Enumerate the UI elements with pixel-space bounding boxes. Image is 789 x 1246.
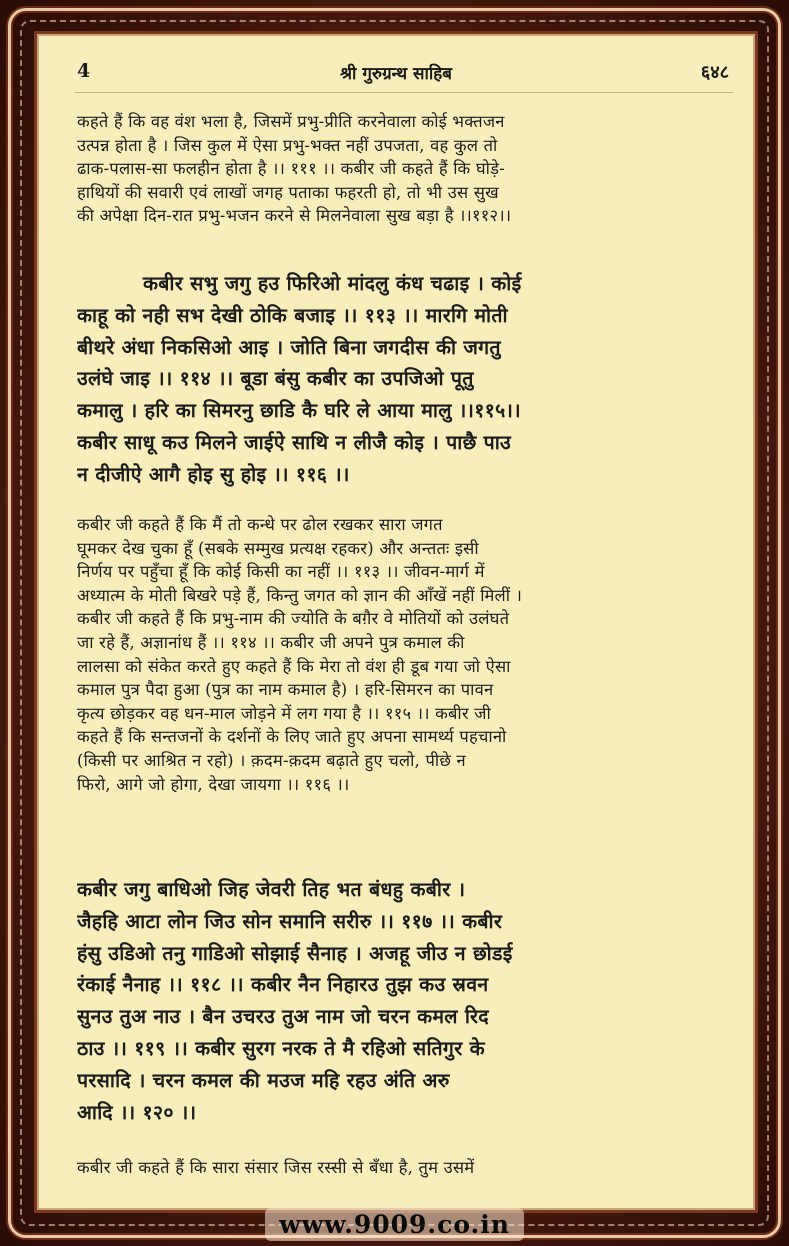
verse-line: रंकाई नैनाह ।। ११८ ।। कबीर नैन निहारउ तुझ कउ स्रवन	[77, 973, 489, 997]
verse-line: काहू को नही सभ देखी ठोकि बजाइ ।। ११३ ।। मारगि मोती	[77, 303, 508, 327]
verse-block-1	[77, 268, 735, 491]
verse-line: हंसु उडिओ तनु गाडिओ सोझाई सैनाह । अजहू जीउ न छोडई	[77, 941, 513, 965]
text-line: की अपेक्षा दिन-रात प्रभु-भजन करने से मिलनेवाला सुख बड़ा है ।।११२।।	[77, 206, 512, 226]
text-line: निर्णय पर पहुँचा हूँ कि कोई किसी का नहीं ।। ११३ ।। जीवन-मार्ग में	[77, 562, 485, 582]
verse-line: जैहहि आटा लोन जिउ सोन समानि सरीरु ।। ११७ ।। कबीर	[77, 909, 503, 933]
website-footer	[0, 1208, 789, 1241]
text-line: कबीर जी कहते हैं कि मैं तो कन्धे पर ढोल रखकर सारा जगत	[77, 515, 443, 534]
header-divider	[75, 92, 733, 93]
verse-line: कबीर साधू कउ मिलने जाईऐ साथि न लीजै कोइ । पाछै पाउ	[77, 430, 512, 454]
scripture-page	[37, 34, 755, 1210]
verse-line: कबीर सभु जगु हउ फिरिओ मांदलु कंध चढाइ । कोई	[143, 272, 522, 295]
text-line: अध्यात्म के मोती बिखरे पड़े हैं, किन्तु जगत को ज्ञान की आँखें नहीं मिलीं ।	[77, 585, 523, 605]
verse-line: कमालु । हरि का सिमरनु छाडि कै घरि ले आया मालु ।।११५।।	[77, 399, 521, 423]
text-line: कहते हैं कि सन्तजनों के दर्शनों के लिए जाते हुए अपना सामर्थ्य पहचानो	[77, 727, 507, 747]
text-line: घूमकर देख चुका हूँ (सबके सम्मुख प्रत्यक्ष रहकर) और अन्ततः इसी	[77, 538, 479, 558]
text-line: लालसा को संकेत करते हुए कहते हैं कि मेरा तो वंश ही डूब गया जो ऐसा	[77, 656, 511, 676]
verse-line: न दीजीऐ आगै होइ सु होइ ।। ११६ ।।	[77, 462, 350, 486]
verse-line: बीथरे अंधा निकसिओ आइ । जोति बिना जगदीस की जगतु	[77, 335, 501, 359]
verse-line: आदि ।। १२० ।।	[77, 1100, 197, 1124]
page-header	[39, 36, 753, 84]
text-line: हाथियों की सवारी एवं लाखों जगह पताका फहरती हो, तो भी उस सुख	[77, 182, 499, 202]
text-line: कहते हैं कि वह वंश भला है, जिसमें प्रभु-प्रीति करनेवाला कोई भक्तजन	[77, 112, 505, 131]
text-line: ढाक-पलास-सा फलहीन होता है ।। १११ ।। कबीर जी कहते हैं कि घोड़े-	[77, 159, 505, 179]
text-line: फिरो, आगे जो होगा, देखा जायगा ।। ११६ ।।	[77, 774, 350, 794]
text-line: (किसी पर आश्रित न रहो) । क़दम-क़दम बढ़ाते हुए चलो, पीछे न	[77, 750, 466, 770]
commentary-paragraph-3	[77, 1156, 735, 1180]
verse-line: परसादि । चरन कमल की मउज महि रहउ अंति अरु	[77, 1068, 450, 1092]
text-line: कबीर जी कहते हैं कि सारा संसार जिस रस्सी से बँधा है, तुम उसमें	[77, 1158, 475, 1177]
text-line: जा रहे हैं, अज्ञानांध हैं ।। ११४ ।। कबीर जी अपने पुत्र कमाल की	[77, 632, 465, 652]
verse-line: ठाउ ।। ११९ ।। कबीर सुरग नरक ते मै रहिओ सतिगुर के	[77, 1036, 485, 1060]
verse-block-2	[77, 874, 735, 1128]
verse-line: कबीर जगु बाधिओ जिह जेवरी तिह भत बंधहु कबीर ।	[77, 878, 466, 901]
book-title: श्री गुरुग्रन्थ साहिब	[339, 64, 453, 84]
text-line: उत्पन्न होता है । जिस कुल में ऐसा प्रभु-भक्त नहीं उपजता, वह कुल तो	[77, 135, 498, 155]
verse-line: सुनउ तुअ नाउ । बैन उचरउ तुअ नाम जो चरन कमल रिद	[77, 1005, 489, 1029]
text-line: कबीर जी कहते हैं कि प्रभु-नाम की ज्योति के बग़ैर वे मोतियों को उलंघते	[77, 609, 510, 629]
commentary-paragraph-2	[77, 513, 735, 796]
text-line: कमाल पुत्र पैदा हुआ (पुत्र का नाम कमाल है) । हरि-सिमरन का पावन	[77, 680, 494, 700]
website-link[interactable]: www.9009.co.in	[265, 1208, 524, 1241]
text-line: कृत्य छोड़कर वह धन-माल जोड़ने में लग गया है ।। ११५ ।। कबीर जी	[77, 703, 491, 723]
commentary-paragraph-1	[77, 110, 735, 228]
verse-line: उलंघे जाइ ।। ११४ ।। बूडा बंसु कबीर का उपजिओ पूतु	[77, 367, 474, 391]
page-number: ६४८	[700, 62, 729, 83]
volume-number: 4	[77, 60, 91, 82]
